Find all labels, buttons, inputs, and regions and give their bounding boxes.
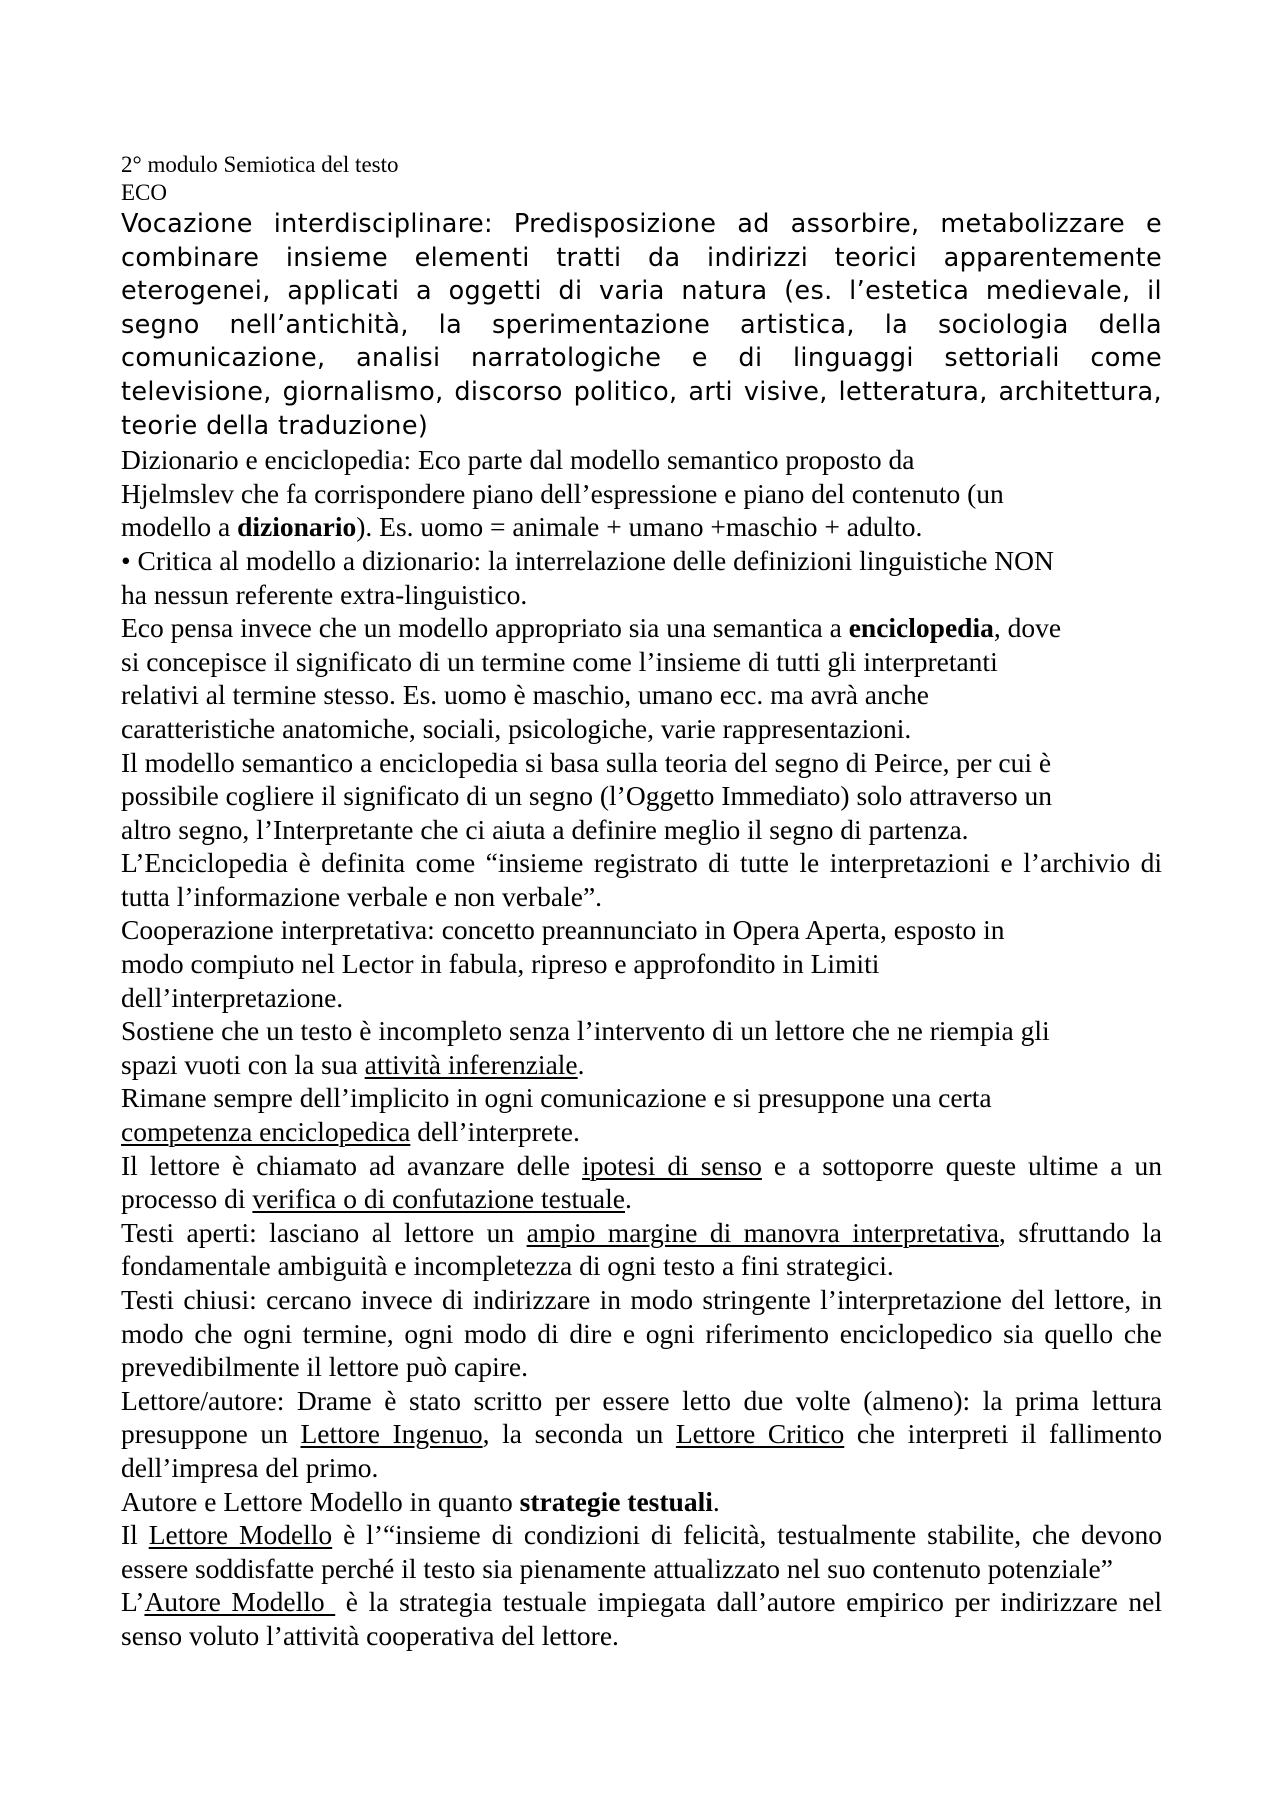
paragraph-testi-chiusi: Testi chiusi: cercano invece di indirizzare in modo stringente l’interpretazione del lettore, in modo che ogni termine, ogni modo di dire e ogni riferimento enciclopedico sia quello che prevedibilmente il lettore può capire. xyxy=(121,1284,1162,1383)
paragraph-incompleto xyxy=(121,1014,1162,1081)
enciclopedia-line: si concepisce il significato di un termine come l’insieme di tutti gli interpretanti xyxy=(121,645,998,677)
paragraph-implicito xyxy=(121,1081,1162,1148)
underlined-term: Autore Modello xyxy=(144,1586,336,1618)
paragraph-vocazione xyxy=(121,208,1162,443)
lettore-modello-text: Il xyxy=(121,1519,149,1551)
paragraph-cooperazione xyxy=(121,913,1162,1014)
paragraph-ipotesi xyxy=(121,1149,1162,1216)
underlined-term: Lettore Critico xyxy=(675,1418,845,1450)
incompleto-line: spazi vuoti con la sua xyxy=(121,1048,365,1080)
lettore-modello-text: è l’“insieme di condizioni di felicità, testualmente stabilite, che devono essere soddisfatte perché il testo sia pienamente attualizzato nel suo contenuto potenziale” xyxy=(121,1519,1162,1584)
aperti-text: , sfruttando la fondamentale ambiguità e incompletezza di ogni testo a fini strategici. xyxy=(121,1216,1163,1282)
enciclopedia-line: Eco pensa invece che un modello appropriato sia una semantica a xyxy=(121,612,849,644)
implicito-line: Rimane sempre dell’implicito in ogni comunicazione e si presuppone una certa xyxy=(121,1082,992,1114)
ipotesi-text: Il lettore è chiamato ad avanzare delle xyxy=(121,1149,583,1181)
strategie-text: . xyxy=(712,1485,720,1517)
lettore-autore-text: Lettore/autore: Drame è stato scritto per essere letto due volte (almeno): la prima lettura presuppone un xyxy=(121,1384,1162,1450)
underlined-term: competenza enciclopedica xyxy=(121,1116,411,1148)
vocazione-text: Predisposizione ad assorbire, metabolizzare e combinare insieme elementi tratti da indirizzi teorici apparentemente eterogenei, applicati a oggetti di varia natura (es. l’estetica medievale, il segno nell’antichità, la sperimentazione artistica, la sociologia della comunicazione, analisi narratologiche e di linguaggi settoriali come televisione, giornalismo, discorso politico, arti visive, letteratura, architettura, teorie della traduzione) xyxy=(121,209,1162,441)
cooperazione-line: Cooperazione interpretativa: concetto preannunciato in Opera Aperta, esposto in xyxy=(121,914,1005,946)
lettore-autore-text: , la seconda un xyxy=(482,1418,676,1450)
dizionario-line: Hjelmslev che fa corrispondere piano dell’espressione e piano del contenuto (un xyxy=(121,477,1004,509)
dizionario-bold-term: dizionario xyxy=(237,511,357,543)
cooperazione-line: dell’interpretazione. xyxy=(121,981,344,1013)
underlined-term: ipotesi di senso xyxy=(582,1149,762,1181)
paragraph-peirce xyxy=(121,746,1162,847)
paragraph-dizionario xyxy=(121,443,1162,544)
critica-line: • Critica al modello a dizionario: la interrelazione delle definizioni linguistiche NON xyxy=(121,544,1054,576)
header-author: ECO xyxy=(121,180,167,205)
paragraph-autore-modello xyxy=(121,1585,1162,1652)
aperti-text: Testi aperti: lasciano al lettore un xyxy=(121,1216,527,1248)
dizionario-line: Dizionario e enciclopedia: Eco parte dal modello semantico proposto da xyxy=(121,444,915,476)
cooperazione-line: modo compiuto nel Lector in fabula, ripreso e approfondito in Limiti xyxy=(121,948,880,980)
underlined-term: ampio margine di manovra interpretativa xyxy=(526,1216,999,1248)
underlined-term: verifica o di confutazione testuale xyxy=(252,1183,625,1215)
ipotesi-text: . xyxy=(624,1183,632,1215)
strategie-text: Autore e Lettore Modello in quanto xyxy=(121,1485,520,1517)
paragraph-lettore-autore xyxy=(121,1384,1162,1485)
paragraph-testi-aperti xyxy=(121,1216,1162,1283)
underlined-term: Lettore Ingenuo xyxy=(300,1418,483,1450)
implicito-line: dell’interprete. xyxy=(410,1116,580,1148)
underlined-term: attività inferenziale xyxy=(364,1048,578,1080)
autore-modello-text: L’ xyxy=(121,1586,145,1618)
enciclopedia-line: caratteristiche anatomiche, sociali, psicologiche, varie rappresentazioni. xyxy=(121,712,912,744)
enciclopedia-line: relativi al termine stesso. Es. uomo è maschio, umano ecc. ma avrà anche xyxy=(121,679,929,711)
paragraph-enciclopedia xyxy=(121,611,1162,745)
dizionario-line: modello a xyxy=(121,511,238,543)
peirce-line: Il modello semantico a enciclopedia si basa sulla teoria del segno di Peirce, per cui è xyxy=(121,746,1052,778)
dizionario-line: ). Es. uomo = animale + umano +maschio + adulto. xyxy=(356,511,923,543)
peirce-line: altro segno, l’Interpretante che ci aiuta a definire meglio il segno di partenza. xyxy=(121,813,969,845)
peirce-line: possibile cogliere il significato di un segno (l’Oggetto Immediato) solo attraverso un xyxy=(121,780,1052,812)
lettore-autore-text: che interpreti il fallimento dell’impresa del primo. xyxy=(121,1418,1162,1483)
vocazione-label: Vocazione interdisciplinare: xyxy=(121,209,514,239)
strategie-bold-term: strategie testuali xyxy=(519,1485,713,1517)
autore-modello-text: è la strategia testuale impiegata dall’autore empirico per indirizzare nel senso voluto l’attività cooperativa del lettore. xyxy=(121,1586,1162,1651)
paragraph-definizione: L’Enciclopedia è definita come “insieme registrato di tutte le interpretazioni e l’archivio di tutta l’informazione verbale e non verbale”. xyxy=(121,847,1162,912)
incompleto-line: Sostiene che un testo è incompleto senza l’intervento di un lettore che ne riempia gli xyxy=(121,1015,1050,1047)
critica-line: ha nessun referente extra-linguistico. xyxy=(121,578,528,610)
ipotesi-text: e a sottoporre queste ultime a un processo di xyxy=(121,1149,1162,1215)
header-title: 2° modulo Semiotica del testo xyxy=(121,152,399,177)
enciclopedia-bold-term: enciclopedia xyxy=(848,612,994,644)
paragraph-lettore-modello xyxy=(121,1518,1162,1585)
document-body xyxy=(121,208,1162,1653)
underlined-term: Lettore Modello xyxy=(148,1519,333,1551)
paragraph-critica xyxy=(121,544,1162,611)
incompleto-line: . xyxy=(577,1048,585,1080)
paragraph-strategie xyxy=(121,1485,1162,1519)
enciclopedia-line: , dove xyxy=(993,612,1062,644)
